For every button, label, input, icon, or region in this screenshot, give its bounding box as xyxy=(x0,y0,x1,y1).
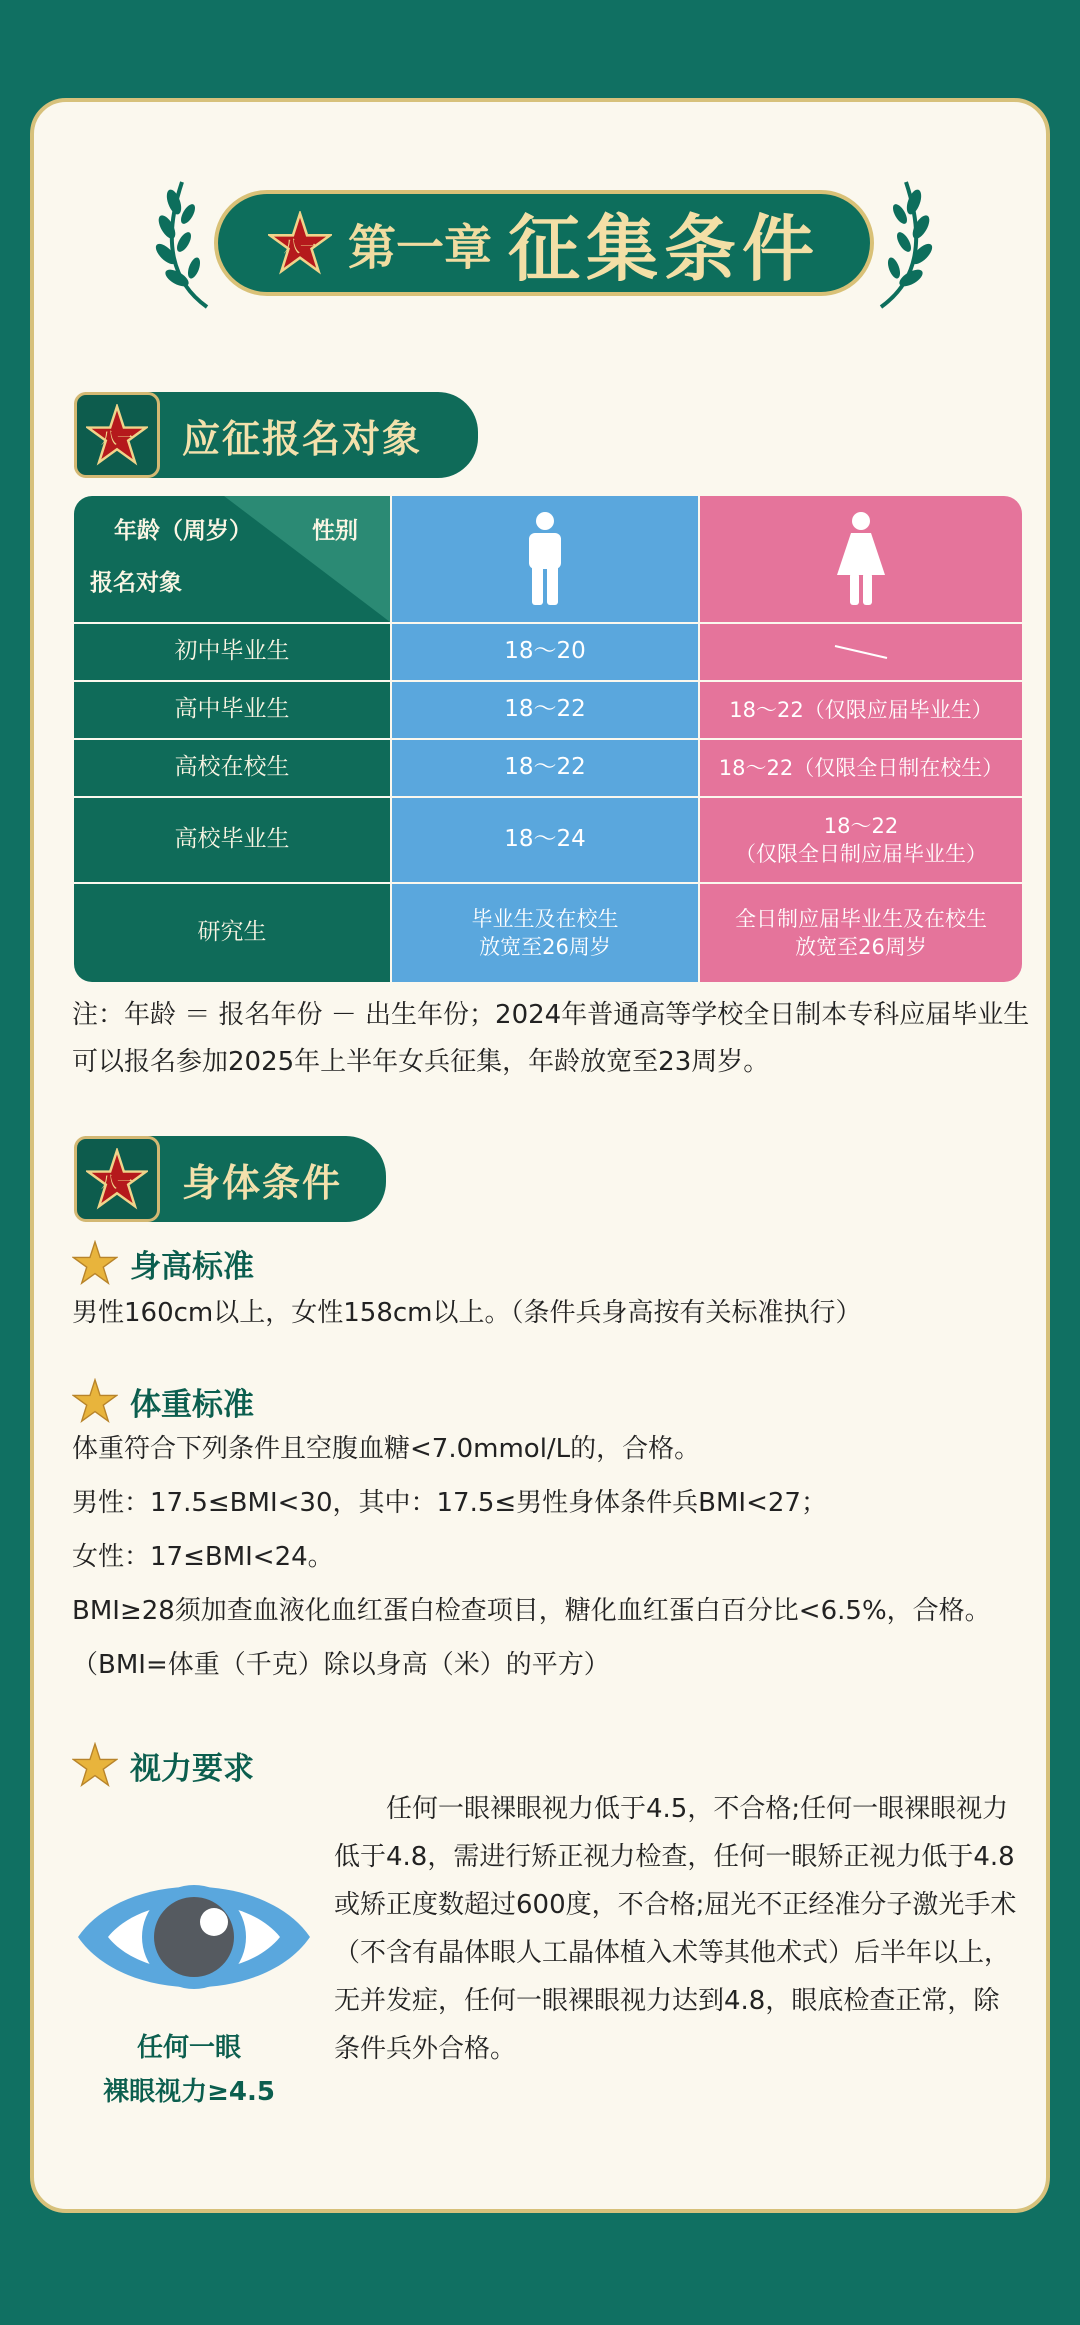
male-age-line1: 毕业生及在校生 xyxy=(471,906,619,931)
height-text: 男性160cm以上，女性158cm以上。（条件兵身高按有关标准执行） xyxy=(72,1298,862,1328)
row-label: 研究生 xyxy=(74,884,390,982)
height-title: 身高标准 xyxy=(130,1248,254,1285)
gold-star-icon xyxy=(72,1742,118,1788)
weight-text xyxy=(72,1426,1032,1688)
female-age-na xyxy=(700,624,1022,680)
male-age: 18～22 xyxy=(392,740,698,796)
height-heading xyxy=(72,1240,254,1286)
laurel-right-icon xyxy=(866,172,936,312)
male-age: 18～20 xyxy=(392,624,698,680)
female-age-note: （仅限全日制应届毕业生） xyxy=(735,842,987,866)
age-table xyxy=(74,496,1022,982)
female-age-line1: 全日制应届毕业生及在校生 xyxy=(735,906,987,931)
row-label: 高校在校生 xyxy=(74,740,390,796)
section-title: 身体条件 xyxy=(182,1159,343,1205)
section-header-enlistment xyxy=(74,392,478,478)
section-title: 应征报名对象 xyxy=(182,415,423,461)
vision-heading xyxy=(72,1742,254,1788)
gold-star-icon xyxy=(72,1240,118,1286)
weight-line: 男性：17.5≤BMI<30，其中：17.5≤男性身体条件兵BMI<27； xyxy=(72,1488,827,1518)
female-icon xyxy=(835,511,887,607)
male-icon xyxy=(523,511,567,607)
female-age xyxy=(700,798,1022,882)
svg-text:八一: 八一 xyxy=(100,1172,134,1192)
vision-text: 任何一眼裸眼视力低于4.5，不合格;任何一眼裸眼视力低于4.8，需进行矫正视力检查，任何一眼矫正视力低于4.8或矫正度数超过600度，不合格;屈光不正经准分子激光手术（不含有晶体眼人工晶体植入术等其他术式）后半年以上，无并发症，任何一眼裸眼视力达到4.8，眼底检查正常，除条件兵外合格。 xyxy=(334,1794,1017,2064)
eye-icon xyxy=(74,1862,314,2012)
female-age-line2: 放宽至26周岁 xyxy=(795,935,927,959)
gold-star-icon xyxy=(72,1378,118,1424)
svg-text:八一: 八一 xyxy=(100,428,134,448)
female-age-range: 18～22 xyxy=(823,813,899,838)
weight-line: （BMI=体重（千克）除以身高（米）的平方） xyxy=(72,1650,610,1680)
eye-caption-line1: 任何一眼 xyxy=(136,2033,241,2063)
section-header-physical xyxy=(74,1136,386,1222)
corner-applicant-label: 报名对象 xyxy=(90,570,182,596)
chapter-title-banner xyxy=(152,172,936,312)
row-label: 初中毕业生 xyxy=(74,624,390,680)
corner-gender-label: 性别 xyxy=(312,518,358,544)
weight-title: 体重标准 xyxy=(130,1386,254,1423)
army-star-icon xyxy=(86,404,148,466)
corner-diagonal xyxy=(74,496,390,622)
weight-line: 女性：17≤BMI<24。 xyxy=(72,1542,334,1572)
female-age: 18～22（仅限全日制在校生） xyxy=(700,740,1022,796)
chapter-label: 第一章 xyxy=(347,219,492,276)
title-pill xyxy=(214,190,874,296)
not-applicable-line xyxy=(831,642,891,662)
row-label: 高中毕业生 xyxy=(74,682,390,738)
male-age: 18～22 xyxy=(392,682,698,738)
weight-line: 体重符合下列条件且空腹血糖<7.0mmol/L的，合格。 xyxy=(72,1434,701,1464)
svg-text:八一: 八一 xyxy=(283,236,317,256)
vision-title: 视力要求 xyxy=(130,1750,254,1787)
eye-caption xyxy=(74,2026,304,2114)
female-age: 18～22（仅限应届毕业生） xyxy=(700,682,1022,738)
weight-heading xyxy=(72,1378,254,1424)
army-star-icon xyxy=(86,1148,148,1210)
male-age xyxy=(392,884,698,982)
laurel-left-icon xyxy=(152,172,222,312)
male-header xyxy=(392,496,698,622)
female-age xyxy=(700,884,1022,982)
male-age: 18～24 xyxy=(392,798,698,882)
weight-line: BMI≥28须加查血液化血红蛋白检查项目，糖化血红蛋白百分比<6.5%，合格。 xyxy=(72,1596,991,1626)
female-header xyxy=(700,496,1022,622)
corner-age-label: 年龄（周岁） xyxy=(114,518,252,544)
male-age-line2: 放宽至26周岁 xyxy=(479,935,611,959)
age-note: 注：年龄 ＝ 报名年份 － 出生年份；2024年普通高等学校全日制本专科应届毕业生可以报名参加2025年上半年女兵征集，年龄放宽至23周岁。 xyxy=(72,1000,1030,1077)
row-label: 高校毕业生 xyxy=(74,798,390,882)
army-star-icon xyxy=(268,211,332,275)
eye-caption-line2: 裸眼视力≥4.5 xyxy=(103,2077,275,2107)
page-title: 征集条件 xyxy=(508,206,821,291)
content-card xyxy=(30,98,1050,2213)
table-corner-header xyxy=(74,496,390,622)
